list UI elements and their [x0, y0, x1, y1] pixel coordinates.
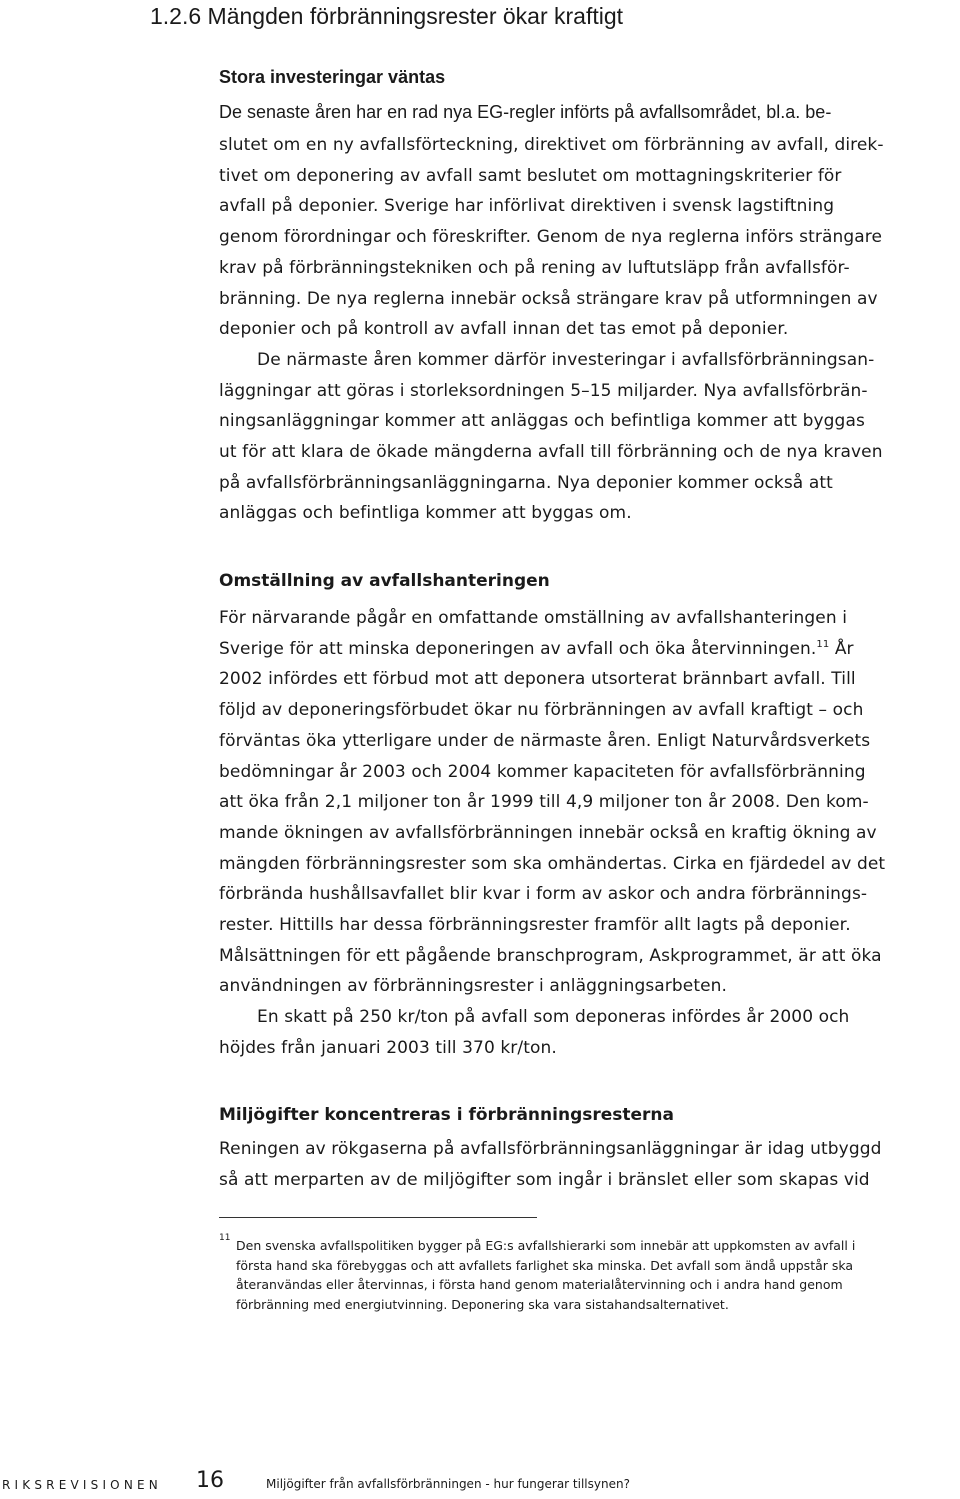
body-line: höjdes från januari 2003 till 370 kr/ton.	[219, 1037, 557, 1058]
body-line: bränning. De nya reglerna innebär också strängare krav på utformningen av	[219, 288, 878, 309]
body-line: ut för att klara de ökade mängderna avfall till förbränning och de nya kraven	[219, 442, 883, 463]
body-line: förbrända hushållsavfallet blir kvar i form av askor och andra förbrännings-	[219, 884, 868, 905]
body-line: på avfallsförbränningsanläggningarna. Nya deponier kommer också att	[219, 472, 833, 493]
page-number: 16	[196, 1468, 224, 1493]
body-line: 2002 infördes ett förbud mot att deponera utsorterat brännbart avfall. Till	[219, 669, 856, 690]
footnote-divider	[219, 1217, 537, 1218]
footer-document-title: Miljögifter från avfallsförbränningen - hur fungerar tillsynen?	[266, 1477, 630, 1491]
footnote	[219, 1233, 856, 1314]
section3-body	[219, 1134, 882, 1195]
body-line: avfall på deponier. Sverige har införlivat direktiven i svensk lagstiftning	[219, 196, 835, 217]
footnote-line: återanvändas eller återvinnas, i första hand genom materialåtervinning och i andra hand genom	[236, 1277, 843, 1292]
body-line: användningen av förbränningsrester i anläggningsarbeten.	[219, 976, 728, 997]
section-heading-investments: Stora investeringar väntas	[219, 67, 446, 87]
footnote-line: första hand ska förebyggas och att avfallets farlighet ska minska. Det avfall som ändå uppstår ska	[236, 1257, 854, 1273]
body-line: ningsanläggningar kommer att anläggas och befintliga kommer att byggas	[219, 411, 865, 432]
chapter-title: 1.2.6 Mängden förbränningsrester ökar kraftigt	[150, 3, 624, 29]
body-line: följd av deponeringsförbudet ökar nu förbränningen av avfall kraftigt – och	[219, 700, 864, 721]
body-line: rester. Hittills har dessa förbränningsrester framför allt lagts på deponier.	[219, 915, 851, 936]
footnote-reference: 11	[816, 638, 830, 650]
footnote-line: Den svenska avfallspolitiken bygger på EG:s avfallshierarki som innebär att uppkomsten av avfall i	[236, 1238, 856, 1253]
body-line: krav på förbränningstekniken och på rening av luftutsläpp från avfallsför-	[219, 257, 850, 278]
body-line: Reningen av rökgaserna på avfallsförbränningsanläggningar är idag utbyggd	[219, 1139, 882, 1159]
body-line: mande ökningen av avfallsförbränningen innebär också en kraftig ökning av	[219, 822, 877, 843]
body-line: anläggas och befintliga kommer att byggas om.	[219, 503, 632, 524]
body-line-with-footnote-ref	[219, 634, 885, 665]
body-line: tivet om deponering av avfall samt beslutet om mottagningskriterier för	[219, 165, 842, 186]
section-heading-toxins: Miljögifter koncentreras i förbränningsresterna	[219, 1105, 674, 1125]
body-line: genom förordningar och föreskrifter. Genom de nya reglerna införs strängare	[219, 227, 883, 248]
body-line: För närvarande pågår en omfattande omställning av avfallshanteringen i	[219, 608, 848, 628]
section2-body	[219, 603, 885, 1064]
body-line-text: Sverige för att minska deponeringen av avfall och öka återvinningen.	[219, 638, 817, 659]
body-line: En skatt på 250 kr/ton på avfall som deponeras infördes år 2000 och	[257, 1007, 850, 1028]
body-line: förväntas öka ytterligare under de närmaste åren. Enligt Naturvårdsverkets	[219, 730, 871, 751]
body-line: deponier och på kontroll av avfall innan det tas emot på deponier.	[219, 319, 789, 340]
body-line: De närmaste åren kommer därför investeringar i avfallsförbränningsan-	[257, 349, 875, 370]
body-line: så att merparten av de miljögifter som ingår i bränslet eller som skapas vid	[219, 1169, 870, 1190]
section-heading-restructuring: Omställning av avfallshanteringen	[219, 571, 550, 591]
body-line: läggningar att göras i storleksordningen 5–15 miljarder. Nya avfallsförbrän-	[219, 380, 868, 401]
body-line: mängden förbränningsrester som ska omhändertas. Cirka en fjärdedel av det	[219, 853, 886, 874]
body-line: bedömningar år 2003 och 2004 kommer kapaciteten för avfallsförbränning	[219, 761, 866, 782]
footer-organization: RIKSREVISIONEN	[2, 1478, 162, 1492]
body-line: slutet om en ny avfallsförteckning, direktivet om förbränning av avfall, direk-	[219, 135, 884, 155]
section-intro-line: De senaste åren har en rad nya EG-regler införts på avfallsområdet, bl.a. be-	[219, 102, 832, 122]
body-line: Målsättningen för ett pågående branschprogram, Askprogrammet, är att öka	[219, 945, 882, 966]
footnote-number: 11	[219, 1233, 231, 1243]
body-line-tail: År	[829, 638, 854, 659]
body-line: att öka från 2,1 miljoner ton år 1999 till 4,9 miljoner ton år 2008. Den kom-	[219, 792, 869, 813]
section1-body	[219, 130, 884, 529]
footnote-line: förbränning med energiutvinning. Deponering ska vara sistahandsalternativet.	[236, 1296, 729, 1312]
